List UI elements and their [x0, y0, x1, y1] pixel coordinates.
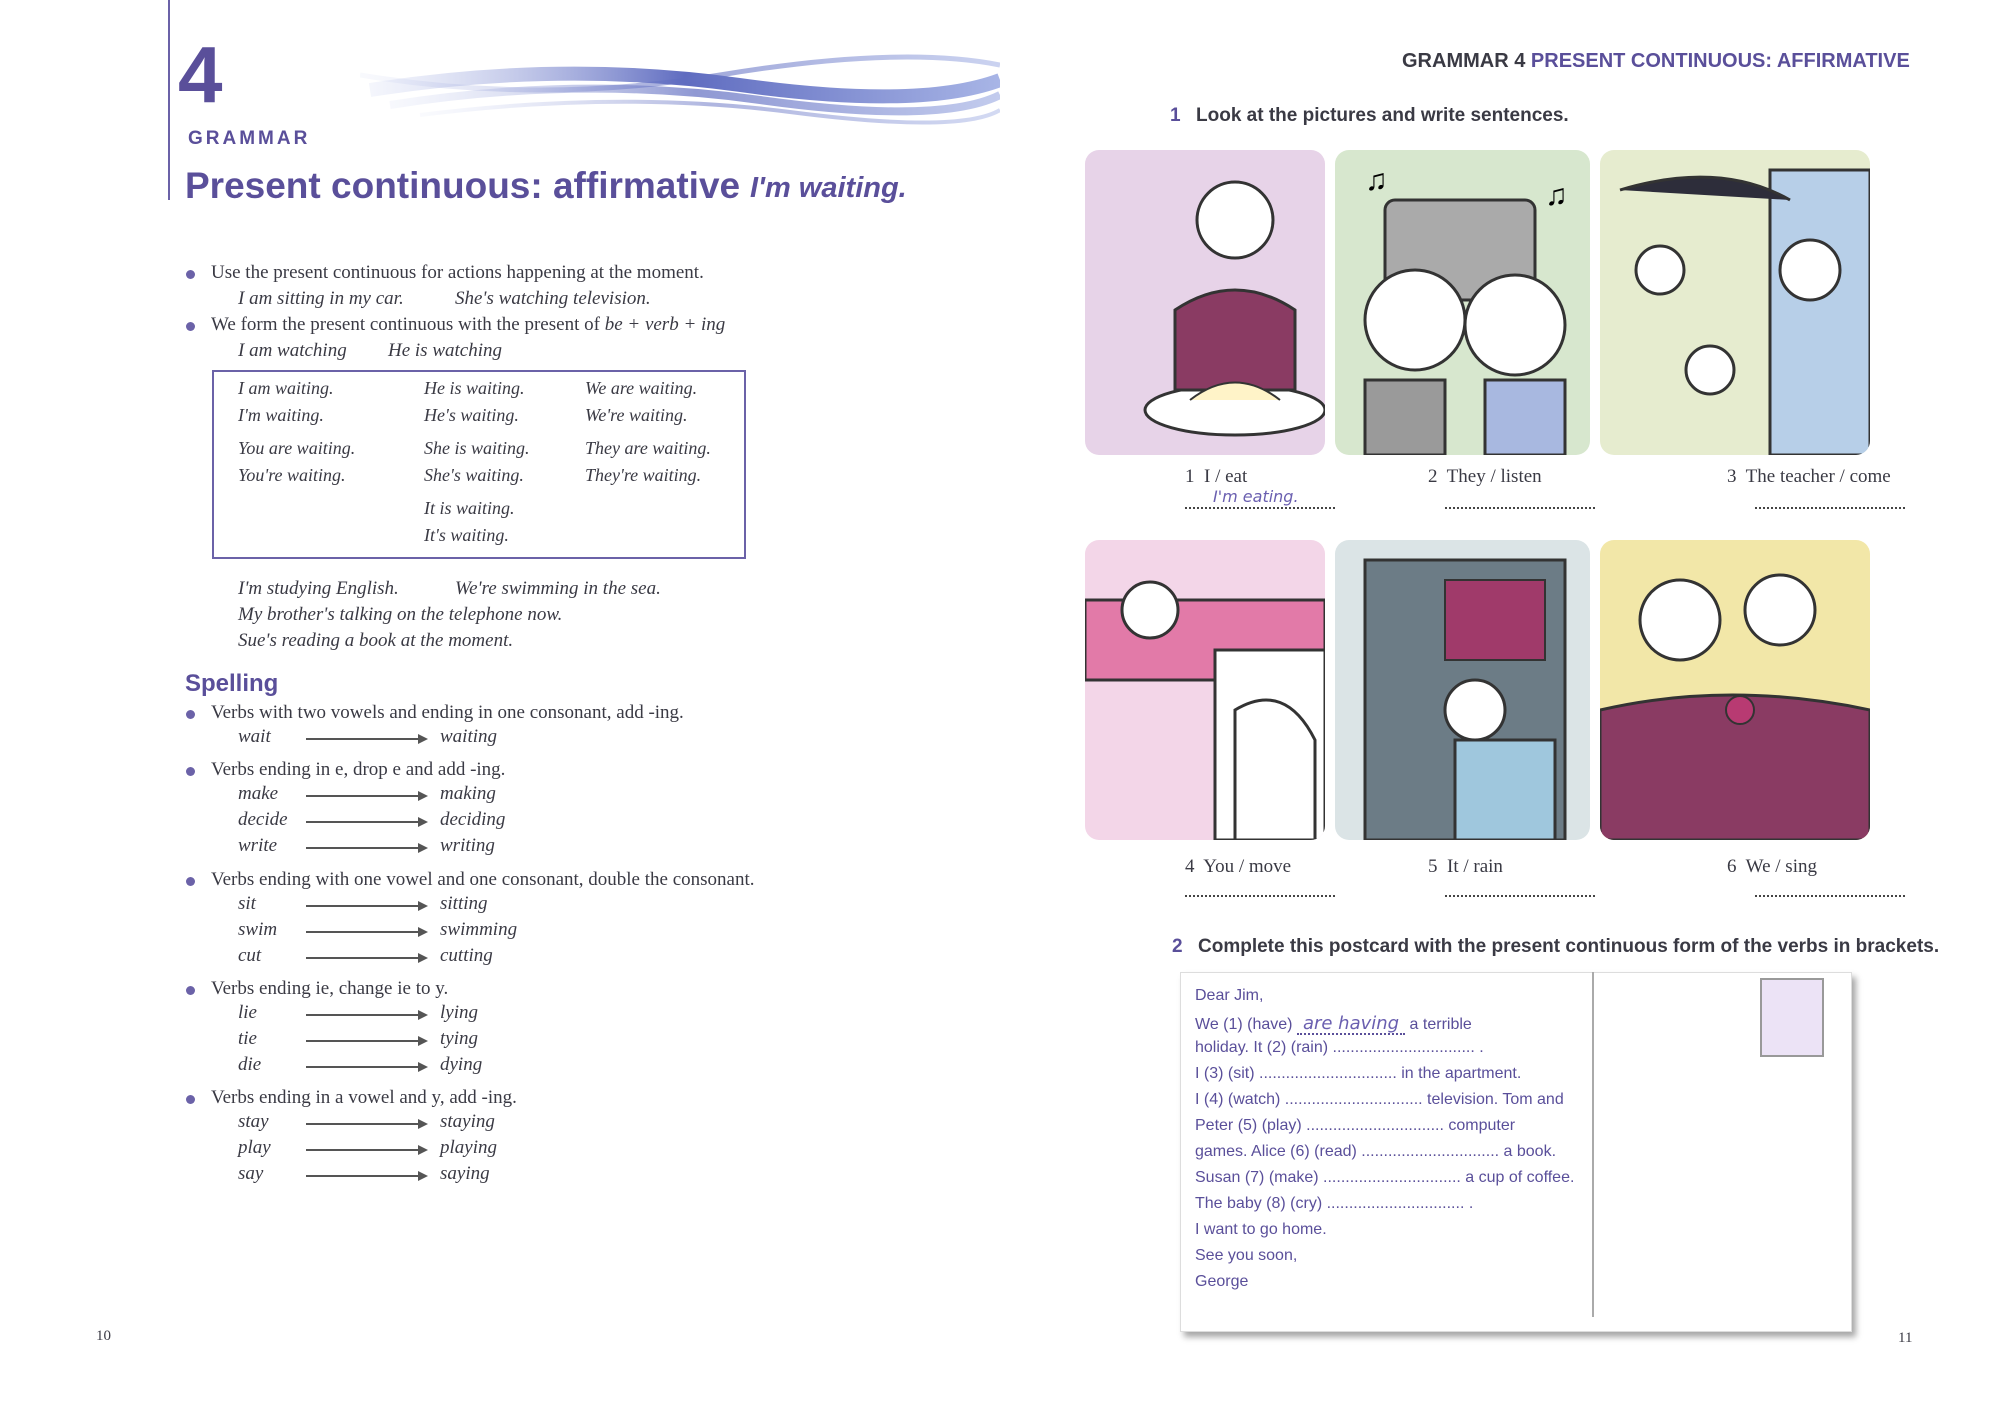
postcard-line: See you soon, [1195, 1247, 1298, 1264]
ing-form: dying [440, 1054, 483, 1075]
unit-rule [168, 0, 170, 200]
table-cell: You're waiting. [238, 465, 346, 485]
table-cell: He's waiting. [424, 405, 519, 425]
base-verb: make [238, 783, 279, 804]
picture-couple-listening [1335, 150, 1590, 455]
arrow-icon [306, 738, 426, 740]
arrow-icon [306, 1040, 426, 1042]
rule-text: Verbs ending ie, change ie to y. [211, 978, 449, 999]
base-verb: decide [238, 809, 288, 830]
rule-text: We form the present continuous with the present of be + verb + ing [211, 314, 726, 335]
ing-form: deciding [440, 809, 506, 830]
ing-form: making [440, 783, 496, 804]
exercise-instruction: Look at the pictures and write sentences. [1196, 105, 1569, 126]
ing-form: waiting [440, 726, 498, 747]
postcard-line: I want to go home. [1195, 1221, 1327, 1238]
page-title: Present continuous: affirmative [185, 165, 741, 206]
base-verb: play [238, 1137, 271, 1158]
example-text: I am sitting in my car. [238, 288, 404, 309]
bullet-dot [186, 270, 195, 279]
answer-line-3[interactable] [1755, 505, 1905, 509]
postcard-line: Dear Jim, [1195, 987, 1264, 1004]
postcard-line: I (4) (watch) ............................... television. Tom and [1195, 1091, 1564, 1108]
spelling-heading: Spelling [185, 670, 279, 697]
bullet-dot [186, 767, 195, 776]
example-text: I'm studying English. [238, 578, 399, 599]
svg-text:♫: ♫ [1365, 164, 1388, 197]
example-text: He is watching [388, 340, 502, 361]
rule-text: Use the present continuous for actions happening at the moment. [211, 262, 704, 283]
example-text: We're swimming in the sea. [455, 578, 661, 599]
postcard-line: games. Alice (6) (read) ............................... a book. [1195, 1143, 1557, 1160]
section-label: GRAMMAR [188, 128, 311, 149]
example-text: She's watching television. [455, 288, 651, 309]
arrow-icon [306, 1175, 426, 1177]
right-page [1000, 0, 2000, 1417]
base-verb: say [238, 1163, 264, 1184]
base-verb: wait [238, 726, 271, 747]
caption-2: 2 They / listen [1428, 466, 1542, 487]
arrow-icon [306, 931, 426, 933]
example-text: My brother's talking on the telephone now. [238, 604, 563, 625]
answer-line-6[interactable] [1755, 893, 1905, 897]
base-verb: swim [238, 919, 278, 940]
rule-text: Verbs ending in e, drop e and add -ing. [211, 759, 506, 780]
page-number: 10 [96, 1328, 111, 1344]
arrow-icon [306, 1066, 426, 1068]
table-cell: We are waiting. [585, 378, 698, 398]
table-cell: You are waiting. [238, 438, 356, 458]
caption-1: 1 I / eat [1185, 466, 1248, 487]
svg-text:♫: ♫ [1545, 179, 1568, 212]
base-verb: sit [238, 893, 256, 914]
answer-1: I'm eating. [1213, 487, 1299, 506]
unit-number: 4 [178, 30, 223, 119]
table-cell: I am waiting. [238, 378, 334, 398]
rule-text: Verbs ending with one vowel and one consonant, double the consonant. [211, 869, 755, 890]
arrow-icon [306, 957, 426, 959]
base-verb: lie [238, 1002, 257, 1023]
arrow-icon [306, 1149, 426, 1151]
picture-woman-eating [1085, 150, 1325, 455]
answer-line-5[interactable] [1445, 893, 1595, 897]
base-verb: write [238, 835, 278, 856]
postcard-line: Peter (5) (play) ............................... computer [1195, 1117, 1516, 1134]
bullet-dot [186, 877, 195, 886]
table-cell: She is waiting. [424, 438, 530, 458]
ing-form: sitting [440, 893, 488, 914]
rule-text: Verbs ending in a vowel and y, add -ing. [211, 1087, 517, 1108]
ing-form: swimming [440, 919, 518, 940]
table-cell: It's waiting. [424, 525, 509, 545]
picture-teacher-coming [1600, 150, 1870, 455]
answer-line-2[interactable] [1445, 505, 1595, 509]
arrow-icon [306, 1123, 426, 1125]
running-header: GRAMMAR 4 PRESENT CONTINUOUS: AFFIRMATIVE [1402, 50, 1910, 72]
arrow-icon [306, 905, 426, 907]
arrow-icon [306, 795, 426, 797]
arrow-icon [306, 847, 426, 849]
table-cell: He is waiting. [424, 378, 525, 398]
ing-form: staying [440, 1111, 495, 1132]
postcard-divider [1592, 972, 1594, 1317]
arrow-icon [306, 821, 426, 823]
table-cell: I'm waiting. [238, 405, 324, 425]
bullet-dot [186, 322, 195, 331]
answer-line-4[interactable] [1185, 893, 1335, 897]
base-verb: die [238, 1054, 262, 1075]
arrow-icon [306, 1014, 426, 1016]
decorative-swoosh [360, 50, 1000, 130]
exercise-number: 2 [1172, 936, 1183, 957]
picture-it-rain [1335, 540, 1590, 840]
rule-text: Verbs with two vowels and ending in one consonant, add -ing. [211, 702, 684, 723]
picture-you-move [1085, 540, 1325, 840]
ing-form: writing [440, 835, 495, 856]
postcard-line: holiday. It (2) (rain) ................................ . [1195, 1039, 1484, 1056]
caption-5: 5 It / rain [1428, 856, 1503, 877]
postcard-line: George [1195, 1273, 1249, 1290]
postcard-line: Susan (7) (make) ............................... a cup of coffee. [1195, 1169, 1575, 1186]
example-text: I am watching [238, 340, 347, 361]
table-cell: We're waiting. [585, 405, 688, 425]
base-verb: cut [238, 945, 262, 966]
table-cell: They are waiting. [585, 438, 711, 458]
title-example: I'm waiting. [750, 172, 907, 204]
bullet-dot [186, 986, 195, 995]
base-verb: stay [238, 1111, 269, 1132]
postcard-line: I (3) (sit) ............................... in the apartment. [1195, 1065, 1522, 1082]
exercise-instruction: Complete this postcard with the present continuous form of the verbs in brackets. [1198, 936, 1940, 957]
postcard-stamp [1760, 978, 1824, 1057]
ing-form: cutting [440, 945, 493, 966]
ing-form: lying [440, 1002, 478, 1023]
exercise-number: 1 [1170, 105, 1181, 126]
ing-form: saying [440, 1163, 490, 1184]
caption-6: 6 We / sing [1727, 856, 1817, 877]
answer-line-1[interactable] [1185, 505, 1335, 509]
example-text: Sue's reading a book at the moment. [238, 630, 514, 651]
ing-form: tying [440, 1028, 478, 1049]
picture-we-sing [1600, 540, 1870, 840]
table-cell: They're waiting. [585, 465, 702, 485]
ing-form: playing [440, 1137, 497, 1158]
table-cell: It is waiting. [424, 498, 515, 518]
bullet-dot [186, 710, 195, 719]
postcard-line: The baby (8) (cry) ............................... . [1195, 1195, 1474, 1212]
base-verb: tie [238, 1028, 257, 1049]
postcard-line: We (1) (have) are having a terrible [1195, 1013, 1472, 1034]
bullet-dot [186, 1095, 195, 1104]
caption-4: 4 You / move [1185, 856, 1292, 877]
page-number: 11 [1898, 1330, 1913, 1346]
caption-3: 3 The teacher / come [1727, 466, 1891, 487]
table-cell: She's waiting. [424, 465, 524, 485]
